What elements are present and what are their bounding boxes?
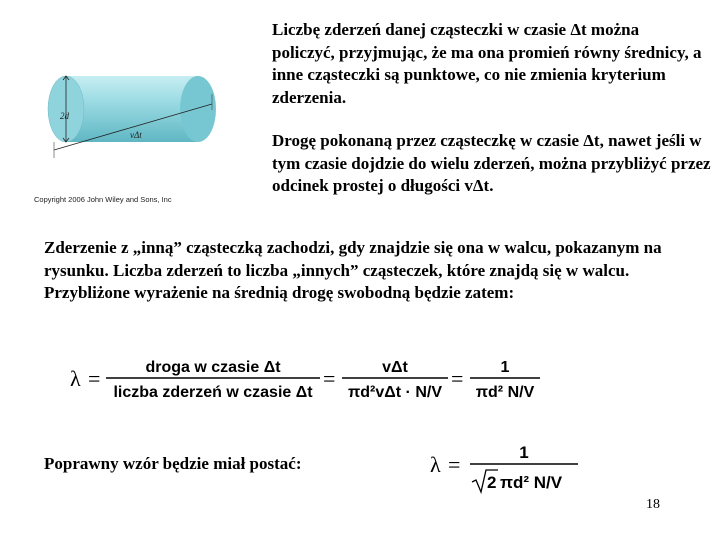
cylinder-figure xyxy=(30,70,230,210)
length-label: vΔt xyxy=(130,130,142,140)
slide-number: 18 xyxy=(646,497,660,512)
eq1-lambda: λ xyxy=(70,366,81,391)
eq2-equals: = xyxy=(448,452,461,477)
diameter-label: 2d xyxy=(60,111,69,121)
eq1-frac1-denominator: liczba zderzeń w czasie Δt xyxy=(113,384,313,401)
paragraph-collision-cylinder: Zderzenie z „inną” cząsteczką zachodzi, gdy znajdzie się ona w walcu, pokazanym na rysunku. Liczba zderzeń to liczba „innych” cząsteczek, które znajdą się w walcu. Przybliżone wyrażenie na średnią drogę swobodną będzie zatem: xyxy=(44,238,662,302)
eq1-frac2-numerator: vΔt xyxy=(382,359,408,376)
eq1-frac1-numerator: droga w czasie Δt xyxy=(145,359,281,376)
correct-mean-free-path-equation xyxy=(428,436,588,496)
paragraph-path-approx: Drogę pokonaną przez cząsteczkę w czasie Δt, nawet jeśli w tym czasie dojdzie do wielu zderzeń, można przybliżyć przez odcinek prostej o długości vΔt. xyxy=(272,131,711,195)
eq1-frac2-denominator: πd²vΔt · N/V xyxy=(348,384,442,401)
eq1-equals-2: = xyxy=(323,366,336,391)
eq2-lambda: λ xyxy=(430,452,441,477)
eq2-denominator-rest: πd² N/V xyxy=(500,473,563,492)
eq1-frac3-denominator: πd² N/V xyxy=(475,384,535,401)
paragraph-collision-count: Liczbę zderzeń danej cząsteczki w czasie Δt można policzyć, przyjmując, że ma ona promień równy średnicy, a inne cząsteczki są punktowe, co nie zmienia kryterium zderzenia. xyxy=(272,20,702,107)
approximate-mean-free-path-equation xyxy=(70,348,570,408)
eq2-sqrt-argument: 2 xyxy=(487,473,497,492)
paragraph-correct-formula: Poprawny wzór będzie miał postać: xyxy=(44,454,302,473)
eq1-equals-1: = xyxy=(88,366,101,391)
eq1-equals-3: = xyxy=(451,366,464,391)
cylinder-back-face xyxy=(180,76,216,142)
figure-copyright: Copyright 2006 John Wiley and Sons, Inc xyxy=(34,195,172,204)
eq2-numerator: 1 xyxy=(519,443,529,462)
eq1-frac3-numerator: 1 xyxy=(500,359,510,376)
